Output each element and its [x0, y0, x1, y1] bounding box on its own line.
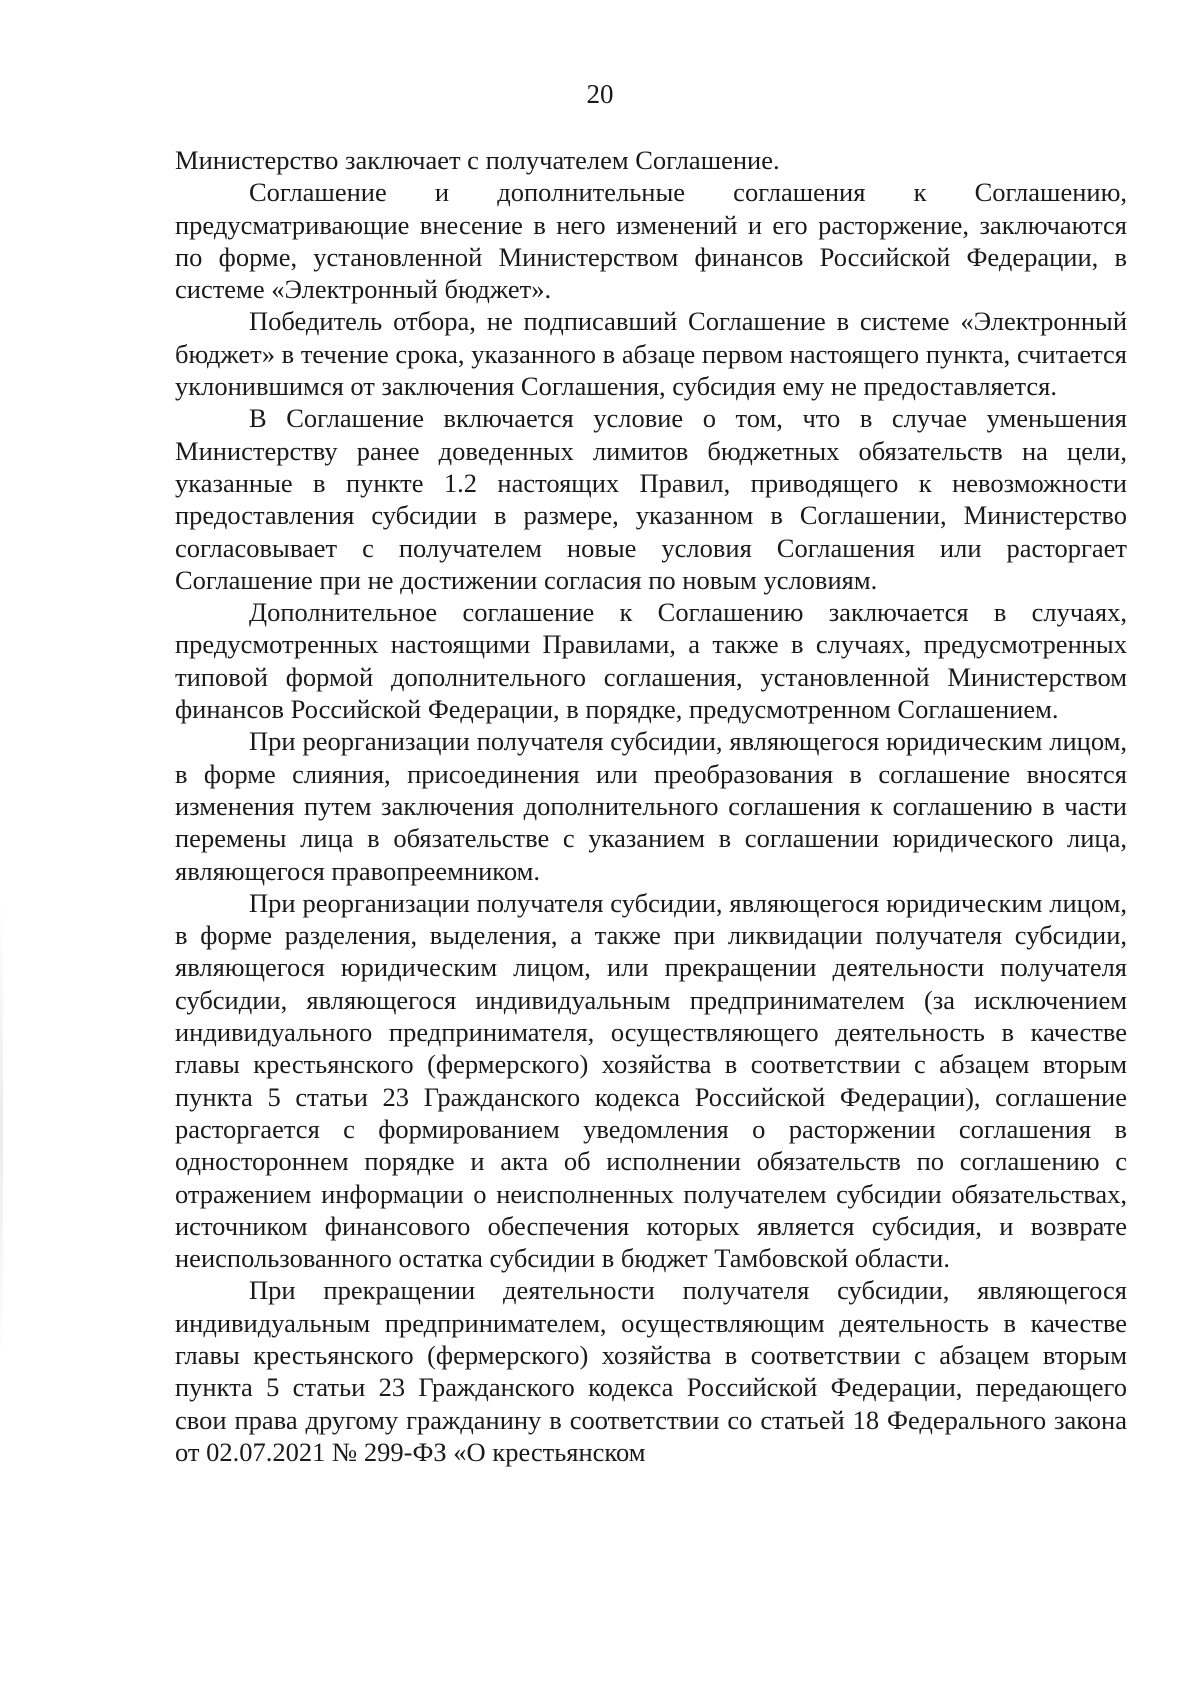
paragraph: При реорганизации получателя субсидии, являющегося юридическим лицом, в форме слияния, присоединения или преобразования в соглашение вносятся изменения путем заключения дополнительного соглашения к соглашению в части перемены лица в обязательстве с указанием в соглашении юридического лица, являющегося правопреемником.	[175, 726, 1127, 886]
paragraph: Победитель отбора, не подписавший Соглашение в системе «Электронный бюджет» в течение срока, указанного в абзаце первом настоящего пункта, считается уклонившимся от заключения Соглашения, субсидия ему не предоставляется.	[175, 306, 1127, 402]
paragraph: Соглашение и дополнительные соглашения к Соглашению, предусматривающие внесение в него изменений и его расторжение, заключаются по форме, установленной Министерством финансов Российской Федерации, в системе «Электронный бюджет».	[175, 177, 1127, 305]
scan-edge-shadow	[0, 900, 3, 1360]
paragraph: При прекращении деятельности получателя субсидии, являющегося индивидуальным предпринимателем, осуществляющим деятельность в качестве главы крестьянского (фермерского) хозяйства в соответствии с абзацем вторым пункта 5 статьи 23 Гражданского кодекса Российской Федерации, передающего свои права другому гражданину в соответствии со статьей 18 Федерального закона от 02.07.2021 № 299-ФЗ «О крестьянском	[175, 1275, 1127, 1467]
document-body	[175, 144, 1127, 1468]
page-number: 20	[586, 79, 614, 109]
paragraph: Дополнительное соглашение к Соглашению заключается в случаях, предусмотренных настоящими Правилами, а также в случаях, предусмотренных типовой формой дополнительного соглашения, установленной Министерством финансов Российской Федерации, в порядке, предусмотренном Соглашением.	[175, 597, 1127, 725]
paragraph: В Соглашение включается условие о том, что в случае уменьшения Министерству ранее доведенных лимитов бюджетных обязательств на цели, указанные в пункте 1.2 настоящих Правил, приводящего к невозможности предоставления субсидии в размере, указанном в Соглашении, Министерство согласовывает с получателем новые условия Соглашения или расторгает Соглашение при не достижении согласия по новым условиям.	[175, 403, 1127, 595]
paragraph: При реорганизации получателя субсидии, являющегося юридическим лицом, в форме разделения, выделения, а также при ликвидации получателя субсидии, являющегося юридическим лицом, или прекращении деятельности получателя субсидии, являющегося индивидуальным предпринимателем (за исключением индивидуального предпринимателя, осуществляющего деятельность в качестве главы крестьянского (фермерского) хозяйства в соответствии с абзацем вторым пункта 5 статьи 23 Гражданского кодекса Российской Федерации), соглашение расторгается с формированием уведомления о расторжении соглашения в одностороннем порядке и акта об исполнении обязательств по соглашению с отражением информации о неисполненных получателем субсидии обязательствах, источником финансового обеспечения которых является субсидия, и возврате неиспользованного остатка субсидии в бюджет Тамбовской области.	[175, 887, 1127, 1274]
paragraph: Министерство заключает с получателем Соглашение.	[175, 145, 780, 175]
